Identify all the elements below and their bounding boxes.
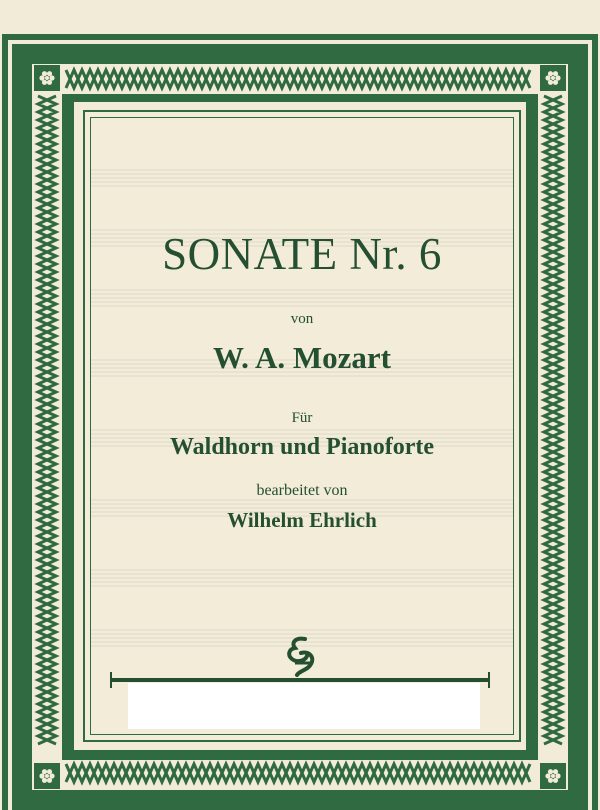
flower-ornament-icon bbox=[555, 75, 560, 80]
composer-name: W. A. Mozart bbox=[213, 340, 391, 375]
flower-center bbox=[45, 774, 49, 778]
instrumentation: Waldhorn und Pianoforte bbox=[169, 434, 435, 460]
arranger-name: Wilhelm Ehrlich bbox=[227, 508, 377, 532]
flower-center bbox=[45, 76, 49, 80]
flower-ornament-icon bbox=[39, 75, 44, 80]
flower-ornament-icon bbox=[47, 71, 52, 76]
flower-ornament-icon bbox=[548, 80, 553, 85]
flower-ornament-icon bbox=[47, 769, 52, 774]
page-title: SONATE Nr. 6 bbox=[162, 229, 442, 279]
flower-ornament-icon bbox=[39, 773, 44, 778]
divider-rule bbox=[110, 678, 490, 682]
flower-ornament-icon bbox=[553, 80, 558, 85]
flower-ornament-icon bbox=[555, 773, 560, 778]
flower-ornament-icon bbox=[42, 71, 47, 76]
for-label: Für bbox=[291, 410, 313, 426]
rule-end-right bbox=[488, 672, 490, 688]
flower-ornament-icon bbox=[548, 71, 553, 76]
publisher-monogram-icon bbox=[283, 633, 319, 677]
flower-ornament-icon bbox=[545, 75, 550, 80]
flower-ornament-icon bbox=[42, 769, 47, 774]
arranged-label: bearbeitet von bbox=[256, 482, 348, 499]
flower-ornament-icon bbox=[49, 75, 54, 80]
flower-ornament-icon bbox=[548, 778, 553, 783]
flower-center bbox=[551, 76, 555, 80]
flower-ornament-icon bbox=[42, 80, 47, 85]
by-label: von bbox=[290, 311, 314, 327]
flower-ornament-icon bbox=[553, 71, 558, 76]
flower-ornament-icon bbox=[548, 769, 553, 774]
flower-ornament-icon bbox=[47, 778, 52, 783]
flower-ornament-icon bbox=[553, 778, 558, 783]
rule-end-left bbox=[110, 672, 112, 688]
flower-ornament-icon bbox=[42, 778, 47, 783]
flower-center bbox=[551, 774, 555, 778]
blank-label-area bbox=[128, 683, 480, 729]
flower-ornament-icon bbox=[49, 773, 54, 778]
flower-ornament-icon bbox=[553, 769, 558, 774]
flower-ornament-icon bbox=[47, 80, 52, 85]
flower-ornament-icon bbox=[545, 773, 550, 778]
